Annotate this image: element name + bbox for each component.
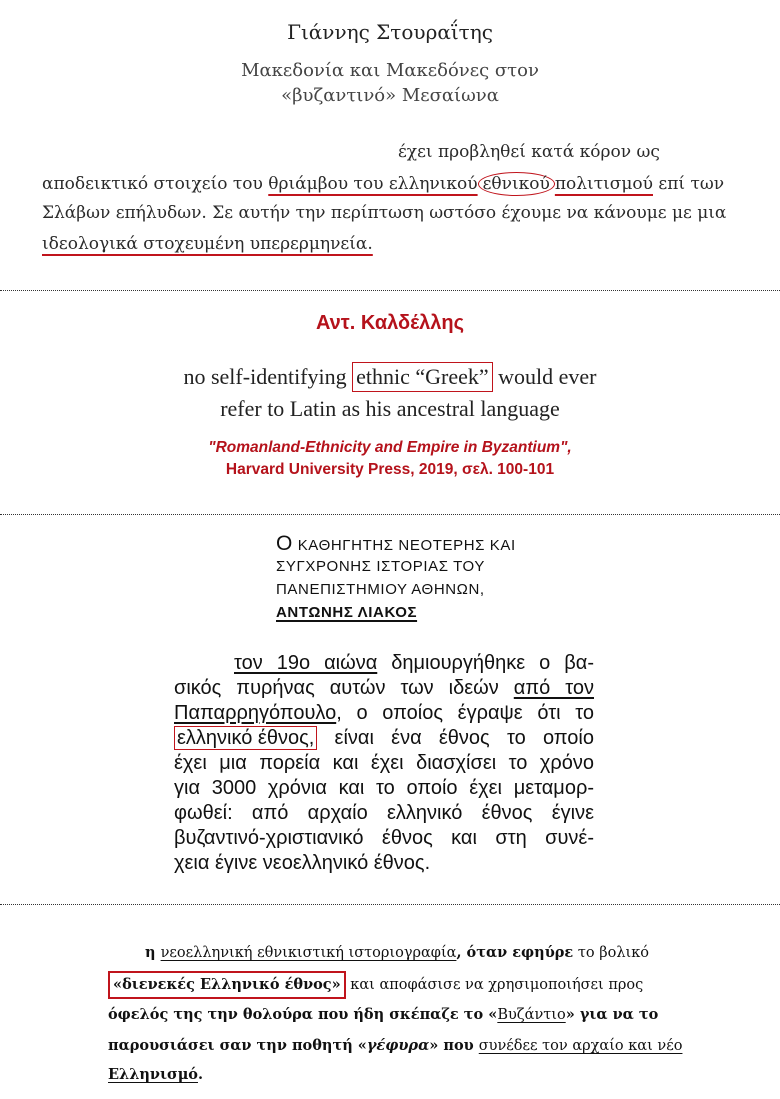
- italic-word: γέφυρα: [366, 1037, 430, 1054]
- quote-text: would ever: [492, 364, 597, 389]
- dotted-divider: [0, 290, 780, 291]
- underlined-phrase: συνέδεε τον αρχαίο και νέο: [478, 1038, 683, 1054]
- author-name-stouraitis: Γιάννης Στουραΐτης: [287, 20, 493, 44]
- underlined-word: πολιτισμού: [554, 174, 653, 194]
- heading-text: ΚΑΘΗΓΗΤΗΣ ΝΕΟΤΕΡΗΣ ΚΑΙ: [292, 537, 516, 554]
- closing-line5: [108, 1064, 203, 1086]
- quote-text: no self-identifying: [183, 364, 353, 389]
- quote-text: σικός πυρήνας αυτών των ιδεών: [174, 677, 514, 699]
- closing-line4: [108, 1035, 682, 1057]
- quote-text: » για να το: [565, 1006, 659, 1023]
- quote-text: παρουσιάσει σαν την ποθητή «: [108, 1037, 367, 1054]
- quote-text: .: [197, 1066, 204, 1083]
- book-title-stouraitis: [0, 58, 780, 108]
- underlined-phrase: από τον: [513, 677, 594, 699]
- liakos-line5: έχει μια πορεία και έχει διασχίσει το χρόνο: [174, 752, 594, 774]
- boxed-phrase: ethnic “Greek”: [352, 362, 493, 392]
- quote-text: όφελός της την θολούρα που ήδη σκέπαζε το «: [108, 1006, 498, 1023]
- quote-text: , ο οποίος έγραψε ότι το: [336, 702, 594, 724]
- stouraitis-quote-section: [0, 0, 780, 290]
- quote-text: αποδεικτικό στοιχείο του: [42, 174, 269, 194]
- circled-word: εθνικού: [478, 172, 555, 196]
- closing-line1: [145, 942, 649, 964]
- liakos-heading-name: [276, 603, 417, 622]
- liakos-line4: [174, 726, 594, 750]
- underlined-phrase: νεοελληνική εθνικιστική ιστοριογραφία: [160, 945, 457, 961]
- underlined-phrase: ιδεολογικά στοχευμένη υπερερμηνεία.: [42, 234, 373, 254]
- english-quote-line2: refer to Latin as his ancestral language: [220, 396, 560, 421]
- liakos-heading-line1: [276, 534, 516, 555]
- liakos-line3: [174, 701, 594, 725]
- quote-text: επί των: [653, 174, 725, 194]
- quote-line1: έχει προβληθεί κατά κόρον ως: [398, 142, 660, 162]
- underlined-phrase: θριάμβου του ελληνικού: [268, 174, 478, 194]
- author-name-liakos: ΑΝΤΩΝΗΣ ΛΙΑΚΟΣ: [276, 604, 418, 621]
- citation-line1: [0, 437, 780, 459]
- quote-text: η: [145, 944, 161, 961]
- quote-line2: [42, 172, 764, 196]
- underlined-word: Ελληνισμό: [108, 1066, 198, 1083]
- boxed-phrase: «διενεκές Ελληνικό έθνος»: [108, 971, 346, 999]
- liakos-heading-line2: ΣΥΓΧΡΟΝΗΣ ΙΣΤΟΡΙΑΣ ΤΟΥ: [276, 558, 485, 575]
- quote-text: εφηύρε: [512, 944, 574, 961]
- liakos-line7: φωθεί: από αρχαίο ελληνικό έθνος έγινε: [174, 802, 594, 824]
- closing-line3: [108, 1004, 658, 1026]
- quote-text: και αποφάσισε να χρησιμοποιήσει προς: [345, 977, 644, 993]
- book-title-line1: Μακεδονία και Μακεδόνες στον: [241, 60, 539, 81]
- underlined-word: Βυζάντιο: [497, 1007, 566, 1023]
- closing-line2: [108, 971, 643, 999]
- book-title-line2: «βυζαντινό» Μεσαίωνα: [281, 85, 499, 106]
- quote-text: δημιουργήθηκε ο βα-: [377, 652, 595, 674]
- underlined-name: Παπαρρηγόπουλο: [174, 702, 337, 724]
- english-quote-line1: [0, 362, 780, 392]
- author-name-kaldellis: Αντ. Καλδέλλης: [315, 312, 465, 334]
- citation-title: "Romanland-Ethnicity and Empire in Byzantium",: [208, 439, 572, 456]
- quote-text: είναι ένα έθνος το οποίο: [317, 727, 594, 749]
- dotted-divider: [0, 514, 780, 515]
- liakos-heading-line3: ΠΑΝΕΠΙΣΤΗΜΙΟΥ ΑΘΗΝΩΝ,: [276, 581, 485, 598]
- quote-line3: Σλάβων επήλυδων. Σε αυτήν την περίπτωση ωστόσο έχουμε να κάνουμε με μια: [42, 203, 727, 223]
- underlined-phrase: τον 19ο αιώνα: [234, 652, 378, 674]
- heading-initial: Ο: [276, 532, 293, 555]
- quote-text: το βολικό: [573, 945, 649, 961]
- liakos-line1: [234, 651, 594, 675]
- quote-text: , όταν: [456, 944, 513, 961]
- liakos-line9: χεια έγινε νεοελληνικό έθνος.: [174, 852, 431, 874]
- liakos-line2: [174, 676, 594, 700]
- citation-line2: Harvard University Press, 2019, σελ. 100-101: [225, 461, 555, 478]
- quote-line4: [42, 234, 764, 254]
- boxed-phrase: ελληνικό έθνος,: [174, 726, 317, 750]
- liakos-line6: για 3000 χρόνια και το οποίο έχει μεταμορ-: [174, 777, 594, 799]
- quote-text: » που: [429, 1037, 479, 1054]
- liakos-line8: βυζαντινό-χριστιανικό έθνος και στη συνέ-: [174, 827, 594, 849]
- dotted-divider: [0, 904, 780, 905]
